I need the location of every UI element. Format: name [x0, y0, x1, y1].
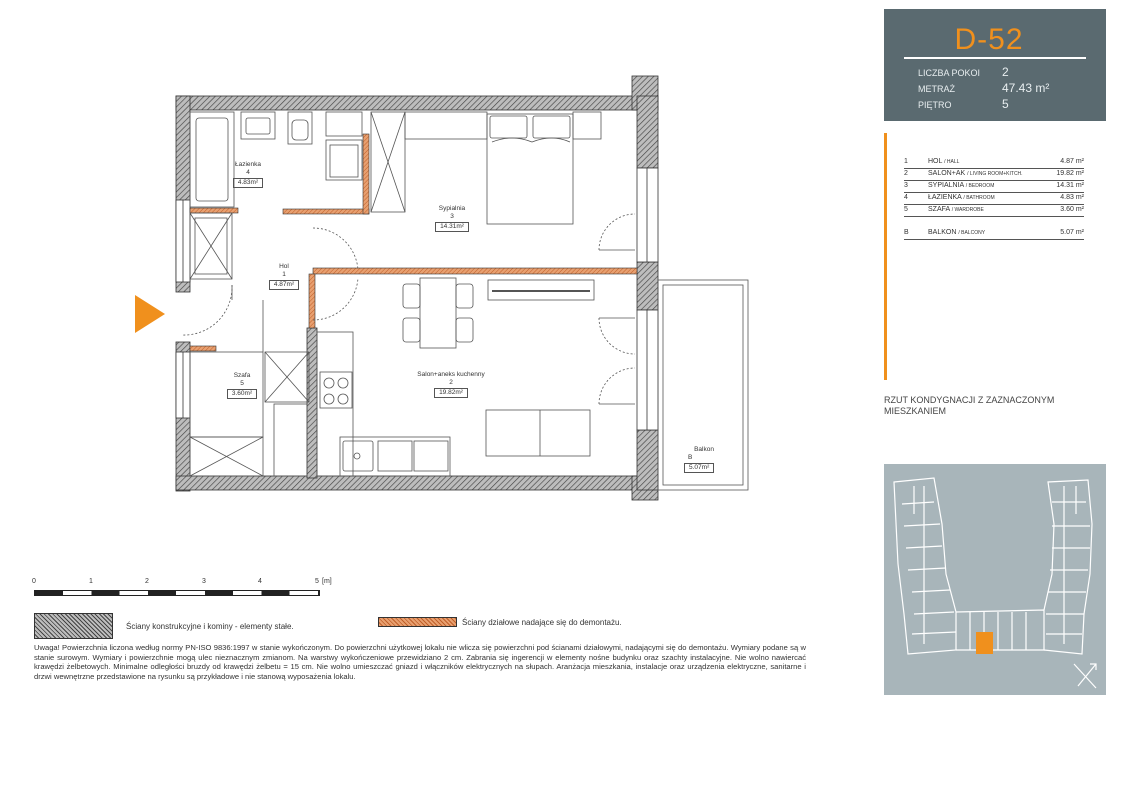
area-value: 47.43 m² [1002, 81, 1050, 95]
room-name-en: / WARDROBE [951, 207, 984, 213]
legend-structural-text: Ściany konstrukcyjne i kominy - elementy stałe. [126, 622, 294, 631]
scale-tick: 1 [89, 578, 93, 585]
room-table-row [904, 169, 1084, 181]
room-area: 3.60 m² [1060, 206, 1084, 213]
room-name-en: / BALCONY [958, 230, 986, 236]
room-area: 4.87m² [269, 280, 299, 290]
room-num: 5 [904, 206, 908, 213]
room-label-salon [406, 371, 496, 398]
room-name [928, 194, 995, 201]
structural-walls [176, 76, 658, 500]
room-table-row [904, 205, 1084, 217]
room-num: 4 [904, 194, 908, 201]
room-num: B [904, 229, 909, 236]
room-area: 4.83 m² [1060, 194, 1084, 201]
room-name-en: / LIVING ROOM+KITCH. [967, 171, 1023, 177]
room-area: 14.31m² [435, 222, 469, 232]
room-num: 2 [449, 379, 453, 386]
room-name-en: / BEDROOM [965, 183, 995, 189]
scale-tick: 2 [145, 578, 149, 585]
room-table-row [904, 193, 1084, 205]
apartment-header [884, 9, 1106, 121]
room-name [928, 158, 959, 165]
room-table-row [904, 157, 1084, 169]
key-plan [884, 464, 1106, 695]
room-name-en: / BATHROOM [963, 195, 995, 201]
room-area: 14.31 m² [1056, 182, 1084, 189]
legend-removable-swatch [378, 617, 457, 627]
floor-label: PIĘTRO [918, 100, 952, 110]
north-arrow-icon [1074, 664, 1096, 688]
apartment-marker [976, 632, 993, 654]
room-num: 3 [450, 213, 454, 220]
room-num: 5 [240, 380, 244, 387]
room-name [928, 170, 1023, 177]
room-name: Salon+aneks kuchenny [417, 371, 485, 378]
room-name-en: / HALL [944, 159, 960, 165]
room-area: 19.82m² [434, 388, 468, 398]
room-area: 5.07m² [684, 463, 714, 473]
legend-structural-swatch [34, 613, 113, 639]
room-name-pl: SYPIALNIA [928, 182, 964, 189]
room-num: 1 [282, 271, 286, 278]
accent-bar [884, 133, 887, 380]
projection-title: RZUT KONDYGNACJI Z ZAZNACZONYM MIESZKANIEM [884, 395, 1055, 416]
room-name: Balkon [694, 446, 714, 453]
room-name: Hol [279, 263, 289, 270]
area-label: METRAŻ [918, 84, 955, 94]
room-name [928, 182, 994, 189]
room-num: 2 [904, 170, 908, 177]
room-name: Łazienka [234, 161, 262, 168]
room-table-row [904, 228, 1084, 240]
room-num: 3 [904, 182, 908, 189]
apartment-code: D-52 [954, 23, 1024, 56]
key-plan-drawing [884, 464, 1106, 695]
scale-unit: [m] [322, 578, 332, 585]
room-name-pl: SALON+AK [928, 170, 966, 177]
rooms-count-label: LICZBA POKOI [918, 68, 981, 78]
room-name: Szafa [233, 372, 251, 379]
room-name [928, 206, 984, 213]
room-table-row [904, 181, 1084, 193]
scale-tick: 5 [315, 578, 319, 585]
room-num: 1 [904, 158, 908, 165]
scale-tick: 3 [202, 578, 206, 585]
room-area: 19.82 m² [1056, 170, 1084, 177]
room-area: 5.07 m² [1060, 229, 1084, 236]
scale-line [34, 590, 320, 596]
scale-tick: 0 [32, 578, 36, 585]
room-name: Sypialnia [438, 205, 466, 212]
room-num: B [688, 454, 693, 461]
room-label-hol [262, 263, 306, 290]
room-label-lazienka [226, 161, 270, 188]
room-area: 3.60m² [227, 389, 257, 399]
room-name-pl: BALKON [928, 229, 957, 236]
header-divider [904, 57, 1086, 59]
rooms-count-value: 2 [1002, 65, 1009, 79]
room-label-balkon [684, 446, 724, 473]
room-label-szafa [220, 372, 264, 399]
entrance-arrow-icon [135, 295, 165, 333]
legend-removable-text: Ściany działowe nadające się do demontażu. [462, 618, 622, 627]
room-name-pl: ŁAZIENKA [928, 194, 962, 201]
scale-bar [30, 578, 350, 598]
scale-tick: 4 [258, 578, 262, 585]
room-area: 4.83m² [233, 178, 263, 188]
disclaimer: Uwaga! Powierzchnia liczona według normy PN-ISO 9836:1997 w stanie wykończonym. Do powierzchni użytkowej lokalu nie wlicza się powierzchni pod ścianami działowymi, nadającymi się do demontażu. Wymiary podane są w stanie surowym. Wymiary i powierzchnie mogą ulec nieznacznym zmianom. Na warstwy wykończeniowe przewidziano 2 cm. Zabrania się ingerencji w elementy nośne budynku oraz szachty instalacyjne. Nie wolno nawiercać krawędzi żelbetowych. Minimalne odległości bruzdy od krawędzi żelbetu = 15 cm. Nie wolno umieszczać gniazd i włączników elektrycznych na słupach. Aranżacja mieszkania, instalacje oraz urządzenia elektryczne, sanitarne i drzwi wewnętrzne przedstawione na rysunku są przykładowe i nie stanową wyposażenia lokalu. [34, 643, 806, 681]
room-name [928, 229, 985, 236]
room-name-pl: HOL [928, 158, 943, 165]
room-name-pl: SZAFA [928, 206, 950, 213]
room-label-sypialnia [425, 205, 479, 232]
room-area: 4.87 m² [1060, 158, 1084, 165]
floor-value: 5 [1002, 97, 1009, 111]
room-num: 4 [246, 169, 250, 176]
